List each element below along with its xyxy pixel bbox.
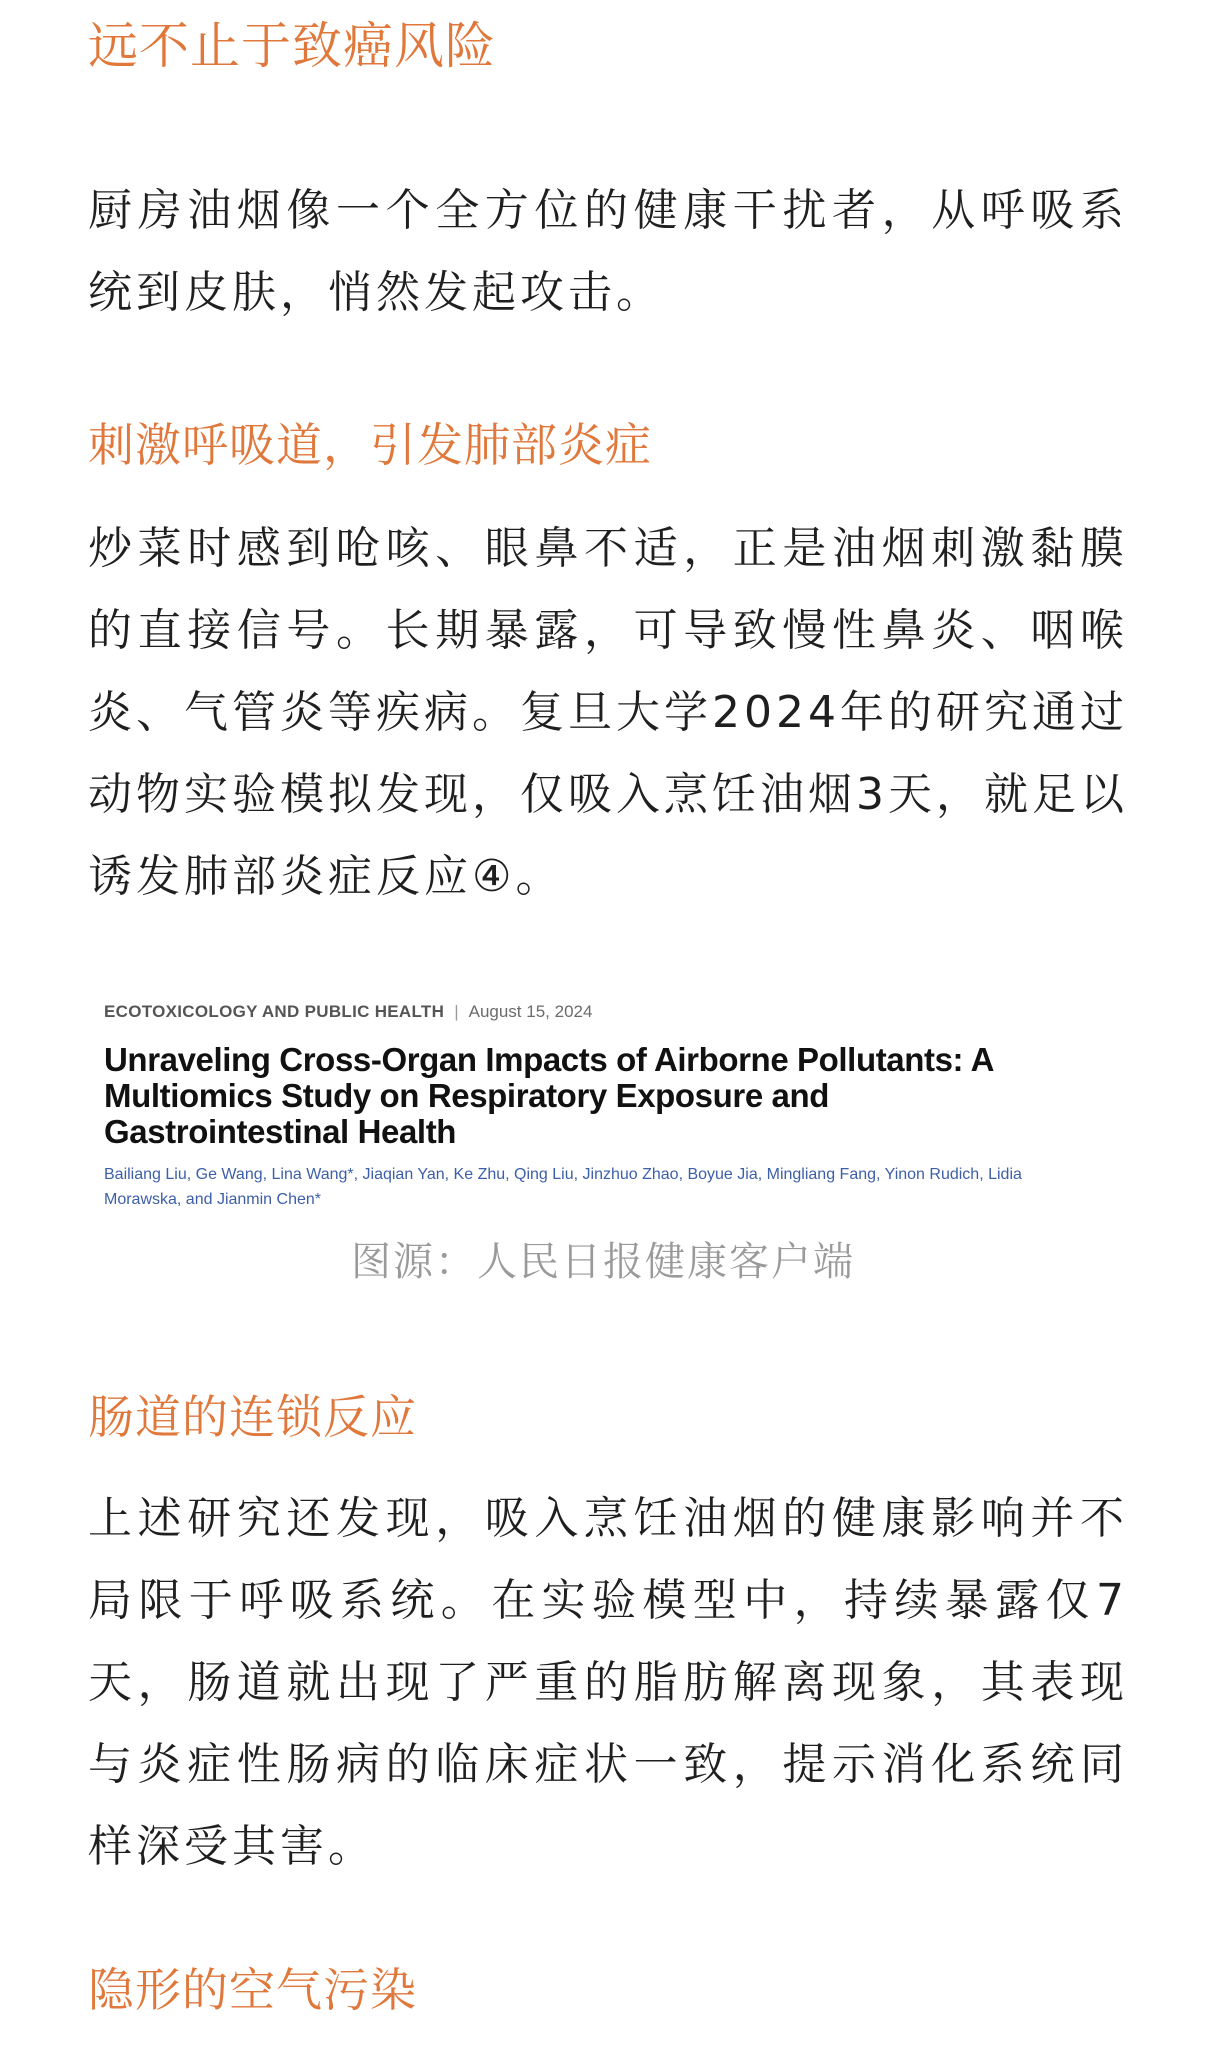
gut-paragraph: 上述研究还发现，吸入烹饪油烟的健康影响并不局限于呼吸系统。在实验模型中，持续暴露仅7天，肠道就出现了严重的脂肪解离现象，其表现与炎症性肠病的临床症状一致，提示消化系统同样深受其害。: [88, 1493, 1128, 1872]
paper-title: Unraveling Cross-Organ Impacts of Airborne Pollutants: A Multiomics Study on Respiratory Exposure and Gastrointestinal Health: [104, 1041, 993, 1150]
section-heading-air: 隐形的空气污染: [88, 1963, 417, 2017]
paper-authors: Bailiang Liu, Ge Wang, Lina Wang*, Jiaqian Yan, Ke Zhu, Qing Liu, Jinzhuo Zhao, Boyue Jia, Mingliang Fang, Yinon Rudich, Lidia Morawska, and Jianmin Chen*: [104, 1166, 1022, 1208]
intro-paragraph: 厨房油烟像一个全方位的健康干扰者，从呼吸系统到皮肤，悄然发起攻击。: [88, 185, 1128, 318]
figure-caption: 图源：人民日报健康客户端: [351, 1239, 855, 1285]
meta-separator: |: [454, 1002, 459, 1021]
paper-meta: [104, 1000, 592, 1024]
respiratory-paragraph: 炒菜时感到呛咳、眼鼻不适，正是油烟刺激黏膜的直接信号。长期暴露，可导致慢性鼻炎、咽喉炎、气管炎等疾病。复旦大学2024年的研究通过动物实验模拟发现，仅吸入烹饪油烟3天，就足以诱发肺部炎症反应④。: [88, 523, 1128, 902]
section-heading-gut: 肠道的连锁反应: [88, 1390, 417, 1444]
section-heading-respiratory: 刺激呼吸道，引发肺部炎症: [88, 418, 652, 472]
paper-journal: ECOTOXICOLOGY AND PUBLIC HEALTH: [104, 1002, 445, 1021]
paper-date: August 15, 2024: [468, 1002, 593, 1021]
paper-figure: [104, 1000, 1064, 1220]
section-heading-main: 远不止于致癌风险: [88, 17, 496, 75]
